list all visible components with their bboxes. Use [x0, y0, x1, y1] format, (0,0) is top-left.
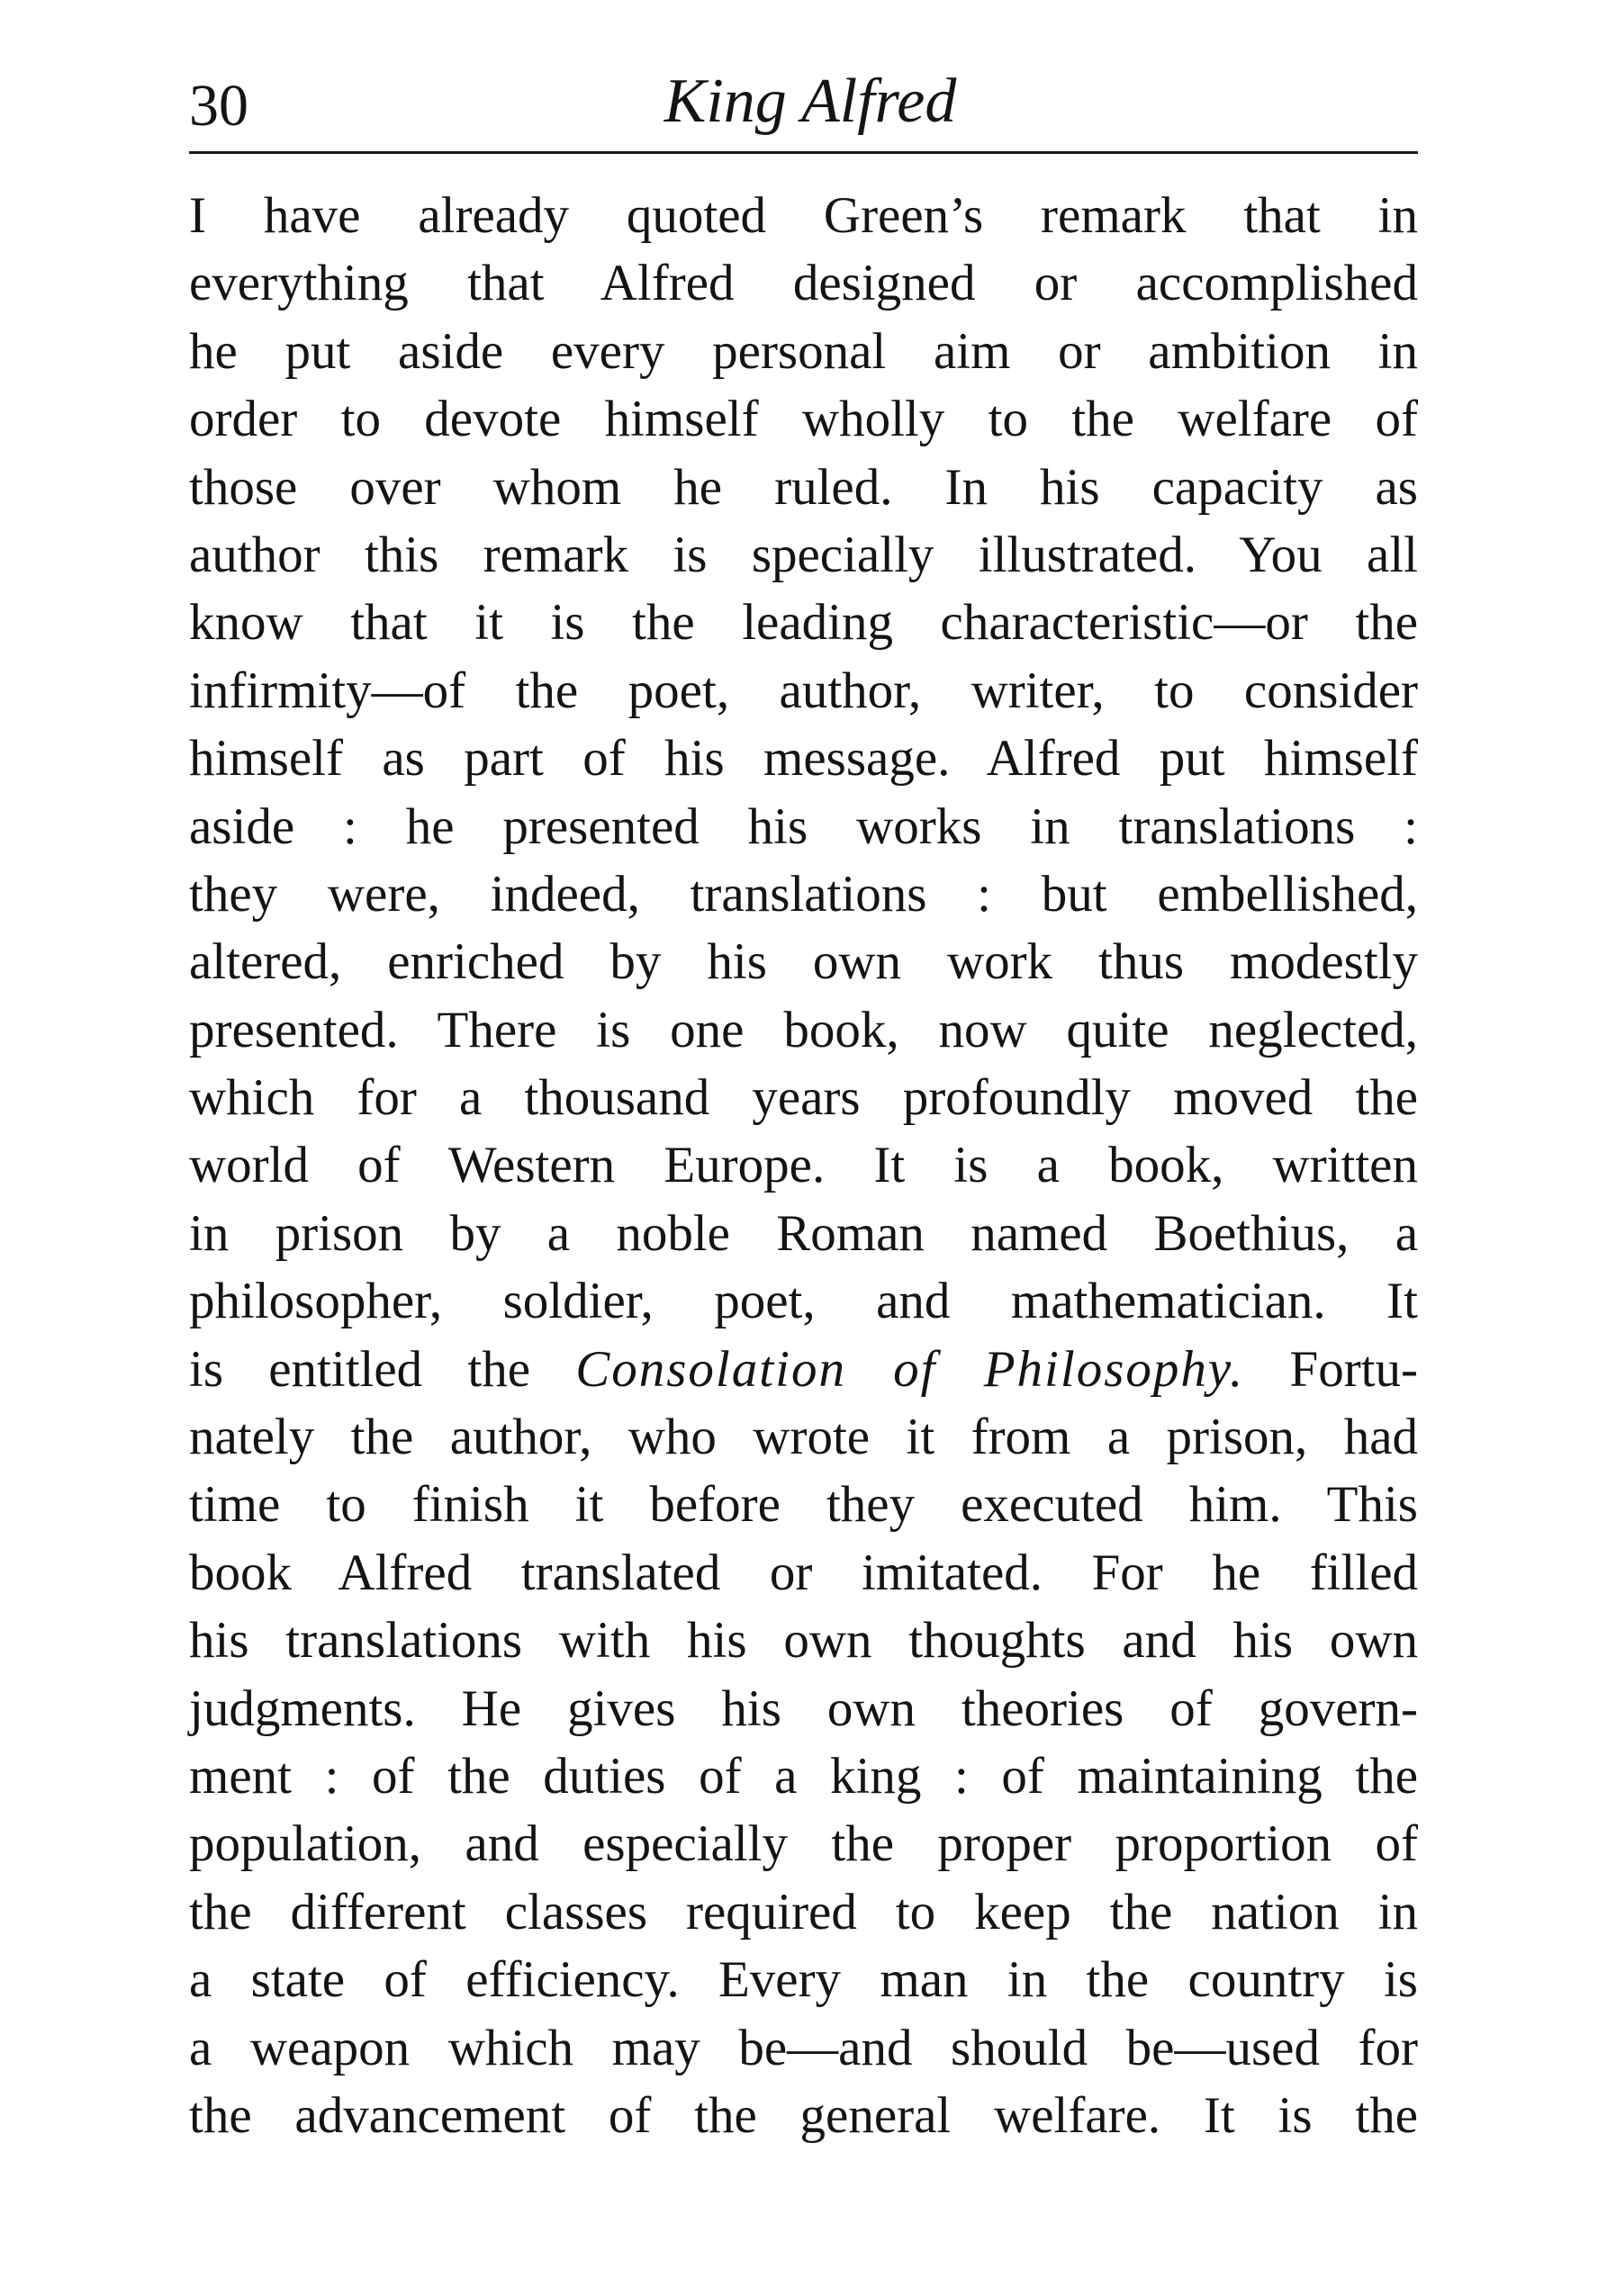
text-line-23: judgments. He gives his own theories of govern-	[189, 1679, 1418, 1737]
text-line-9: himself as part of his message. Alfred put himself	[189, 730, 1418, 788]
page-number: 30	[189, 73, 248, 139]
text-line-19: nately the author, who wrote it from a prison, had	[189, 1409, 1418, 1466]
text-line-14: which for a thousand years profoundly moved the	[189, 1069, 1418, 1127]
text-line-13: presented. There is one book, now quite neglected,	[189, 1001, 1418, 1058]
text-line-6: author this remark is specially illustrated. You all	[189, 526, 1418, 583]
text-line-12: altered, enriched by his own work thus modestly	[189, 933, 1418, 991]
text-line-17: philosopher, soldier, poet, and mathematician. It	[189, 1273, 1418, 1330]
text-line-26: the different classes required to keep the nation in	[189, 1883, 1418, 1940]
text-line-22: his translations with his own thoughts and his own	[189, 1612, 1418, 1670]
text-line-3: he put aside every personal aim or ambition in	[189, 322, 1418, 380]
text-line-10: aside : he presented his works in translations :	[189, 797, 1418, 855]
header-rule	[189, 151, 1418, 154]
text-line-24: ment : of the duties of a king : of maintaining the	[189, 1747, 1418, 1805]
text-line-21: book Alfred translated or imitated. For he filled	[189, 1544, 1418, 1601]
text-line-18-after: Fortu-	[1244, 1340, 1418, 1398]
book-title: Consolation of Philosophy.	[575, 1340, 1245, 1398]
text-line-29: the advancement of the general welfare. It is the	[189, 2086, 1418, 2144]
text-line-25: population, and especially the proper proportion of	[189, 1815, 1418, 1873]
text-line-28: a weapon which may be—and should be—used for	[189, 2019, 1418, 2076]
text-line-7: know that it is the leading characteristic—or the	[189, 594, 1418, 652]
text-line-1: I have already quoted Green’s remark that in	[189, 187, 1418, 244]
page-header	[189, 54, 1418, 153]
body-text	[189, 182, 1418, 2149]
running-title: King Alfred	[664, 67, 957, 136]
text-line-4: order to devote himself wholly to the welfare of	[189, 391, 1418, 448]
text-line-27: a state of efficiency. Every man in the country is	[189, 1951, 1418, 2009]
text-line-15: world of Western Europe. It is a book, written	[189, 1137, 1418, 1194]
text-line-16: in prison by a noble Roman named Boethius, a	[189, 1204, 1418, 1262]
text-line-20: time to finish it before they executed him. This	[189, 1476, 1418, 1534]
text-line-18	[189, 1336, 1418, 1403]
text-line-5: those over whom he ruled. In his capacity as	[189, 458, 1418, 516]
text-line-8: infirmity—of the poet, author, writer, to consider	[189, 662, 1418, 719]
text-line-11: they were, indeed, translations : but embellished,	[189, 865, 1418, 923]
text-line-18-before: is entitled the	[189, 1340, 576, 1398]
text-line-2: everything that Alfred designed or accomplished	[189, 255, 1418, 312]
